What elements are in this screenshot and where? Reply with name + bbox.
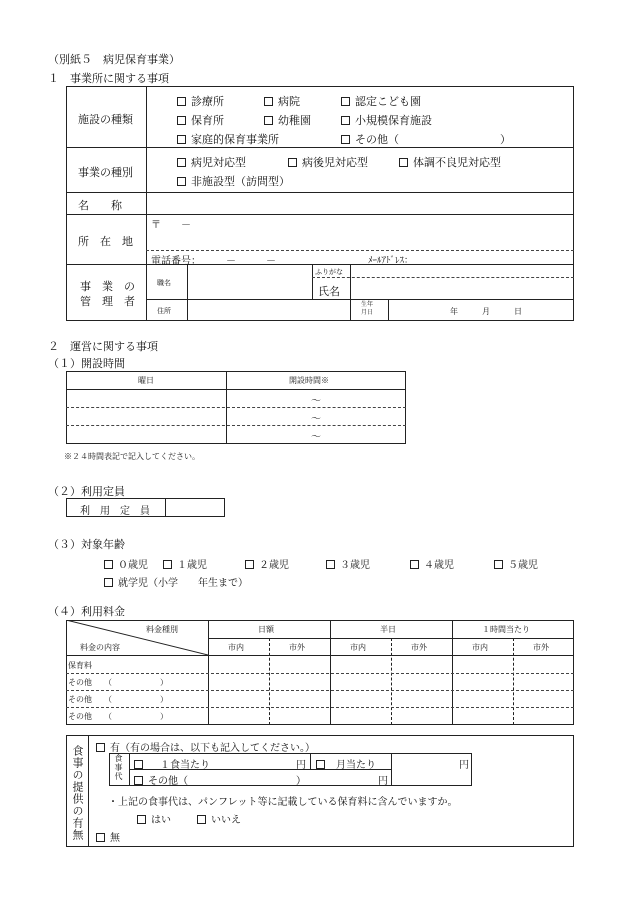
hours-row-2[interactable]: ～: [311, 414, 321, 425]
option-other[interactable]: その他（: [341, 131, 399, 147]
residence-field[interactable]: [189, 301, 348, 320]
checkbox-icon[interactable]: [245, 560, 254, 569]
checkbox-icon[interactable]: [96, 743, 105, 752]
hours-row-3[interactable]: ～: [311, 432, 321, 443]
capacity-label: 利 用 定 員: [80, 506, 150, 517]
business-type-label: 事業の種別: [78, 166, 133, 179]
per-meal-yen: 円: [296, 760, 306, 771]
manager-label-line1: 事 業 の: [80, 280, 135, 293]
age-option-1[interactable]: １歳児: [163, 556, 207, 571]
fees-group-daily: 日額: [258, 625, 274, 634]
checkbox-icon[interactable]: [341, 97, 350, 106]
meal-yes-option[interactable]: 有（有の場合は、以下も記入してください。）: [96, 739, 315, 754]
option-kindergarten[interactable]: 幼稚園: [264, 112, 311, 128]
manager-label-line2: 管 理 者: [80, 295, 135, 308]
checkbox-icon[interactable]: [177, 177, 186, 186]
option-kodomoen[interactable]: 認定こども園: [341, 93, 421, 109]
checkbox-icon[interactable]: [197, 815, 206, 824]
fees-row-label: その他 （ ）: [68, 695, 168, 704]
checkbox-icon[interactable]: [104, 578, 113, 587]
meal-answer-yes[interactable]: はい: [137, 811, 171, 826]
residence-label: 住所: [157, 307, 171, 315]
age-option-3[interactable]: ３歳児: [326, 556, 370, 571]
meal-side-label: 食事の提供の有無: [71, 745, 84, 841]
checkbox-icon[interactable]: [134, 760, 143, 769]
per-month-option[interactable]: 月当たり: [316, 756, 376, 771]
option-unwell[interactable]: 体調不良児対応型: [399, 154, 501, 170]
hours-row-1[interactable]: ～: [311, 396, 321, 407]
option-other-close: ）: [500, 133, 511, 146]
fees-group-halfday: 半日: [380, 625, 396, 634]
checkbox-icon[interactable]: [494, 560, 503, 569]
facility-type-label: 施設の種類: [78, 113, 133, 126]
fees-sub-2: 市外: [289, 643, 305, 652]
meal-other-close: ）: [296, 776, 306, 787]
checkbox-icon[interactable]: [341, 116, 350, 125]
option-hospital[interactable]: 病院: [264, 93, 300, 109]
checkbox-icon[interactable]: [399, 158, 408, 167]
address-label: 所 在 地: [78, 235, 133, 248]
phone-label[interactable]: 電話番号： － －: [151, 256, 276, 267]
option-nursery[interactable]: 保育所: [177, 112, 224, 128]
fees-title: （４）利用料金: [48, 605, 125, 618]
checkbox-icon[interactable]: [104, 560, 113, 569]
meal-other-yen: 円: [378, 776, 388, 787]
fees-sub-4: 市外: [411, 643, 427, 652]
option-post-sick[interactable]: 病後児対応型: [288, 154, 368, 170]
checkbox-icon[interactable]: [264, 116, 273, 125]
age-option-0[interactable]: ０歳児: [104, 556, 148, 571]
option-clinic[interactable]: 診療所: [177, 93, 224, 109]
fees-row-label: その他 （ ）: [68, 678, 168, 687]
job-title-label: 職名: [157, 279, 171, 287]
per-month-yen: 円: [459, 760, 469, 771]
age-option-5[interactable]: ５歳児: [494, 556, 538, 571]
checkbox-icon[interactable]: [326, 560, 335, 569]
per-meal-option[interactable]: １食当たり: [134, 756, 210, 771]
option-visiting[interactable]: 非施設型（訪問型）: [177, 173, 290, 189]
option-small-nursery[interactable]: 小規模保育施設: [341, 112, 432, 128]
name-label: 名 称: [78, 199, 122, 212]
person-name-field[interactable]: [352, 279, 572, 298]
age-option-school[interactable]: 就学児（小学 年生まで）: [104, 574, 248, 589]
fees-header-kind: 料金種別: [146, 625, 178, 634]
fees-group-hourly: １時間当たり: [482, 625, 530, 634]
birth-date-field[interactable]: 年 月 日: [450, 307, 522, 316]
fees-header-content: 料金の内容: [80, 643, 120, 652]
person-name-label: 氏名: [318, 285, 340, 298]
meal-other-option[interactable]: その他（: [134, 772, 188, 787]
age-option-2[interactable]: ２歳児: [245, 556, 289, 571]
capacity-title: （２）利用定員: [48, 485, 125, 498]
fees-row-label: 保育料: [68, 661, 92, 670]
fees-row-label: その他 （ ）: [68, 712, 168, 721]
hours-col-hours: 開設時間※: [289, 376, 329, 385]
checkbox-icon[interactable]: [134, 776, 143, 785]
option-sick-child[interactable]: 病児対応型: [177, 154, 246, 170]
option-home-care[interactable]: 家庭的保育事業所: [177, 131, 279, 147]
birth-label: 生年 月日: [361, 301, 374, 316]
checkbox-icon[interactable]: [96, 833, 105, 842]
section-1-title: １ 事業所に関する事項: [48, 72, 169, 85]
age-option-4[interactable]: ４歳児: [410, 556, 454, 571]
ages-title: （３）対象年齢: [48, 538, 125, 551]
meal-answer-no[interactable]: いいえ: [197, 811, 241, 826]
fees-sub-3: 市内: [350, 643, 366, 652]
hours-col-day: 曜日: [138, 376, 154, 385]
checkbox-icon[interactable]: [163, 560, 172, 569]
checkbox-icon[interactable]: [177, 158, 186, 167]
email-label[interactable]: ﾒｰﾙｱﾄﾞﾚｽ：: [368, 256, 414, 266]
hours-title: （１）開設時間: [48, 357, 125, 370]
document-label: （別紙５ 病児保育事業）: [48, 53, 180, 66]
checkbox-icon[interactable]: [410, 560, 419, 569]
checkbox-icon[interactable]: [137, 815, 146, 824]
fees-sub-1: 市内: [228, 643, 244, 652]
furigana-label: ふりがな: [315, 268, 343, 276]
job-title-field[interactable]: [189, 266, 310, 297]
meal-question: ・上記の食事代は、パンフレット等に記載している保育料に含んでいますか。: [108, 797, 458, 808]
checkbox-icon[interactable]: [288, 158, 297, 167]
meal-cost-label: 食事代: [114, 754, 123, 781]
checkbox-icon[interactable]: [341, 135, 350, 144]
capacity-field[interactable]: [167, 500, 223, 515]
fees-sub-5: 市内: [472, 643, 488, 652]
checkbox-icon[interactable]: [177, 97, 186, 106]
checkbox-icon[interactable]: [264, 97, 273, 106]
postal-code[interactable]: 〒 －: [151, 220, 191, 231]
section-2-title: ２ 運営に関する事項: [48, 340, 158, 353]
checkbox-icon[interactable]: [177, 135, 186, 144]
meal-no-option[interactable]: 無: [96, 829, 120, 844]
fees-sub-6: 市外: [533, 643, 549, 652]
checkbox-icon[interactable]: [177, 116, 186, 125]
checkbox-icon[interactable]: [316, 760, 325, 769]
hours-note: ※２４時間表記で記入してください。: [64, 452, 200, 461]
name-field[interactable]: [148, 194, 572, 212]
